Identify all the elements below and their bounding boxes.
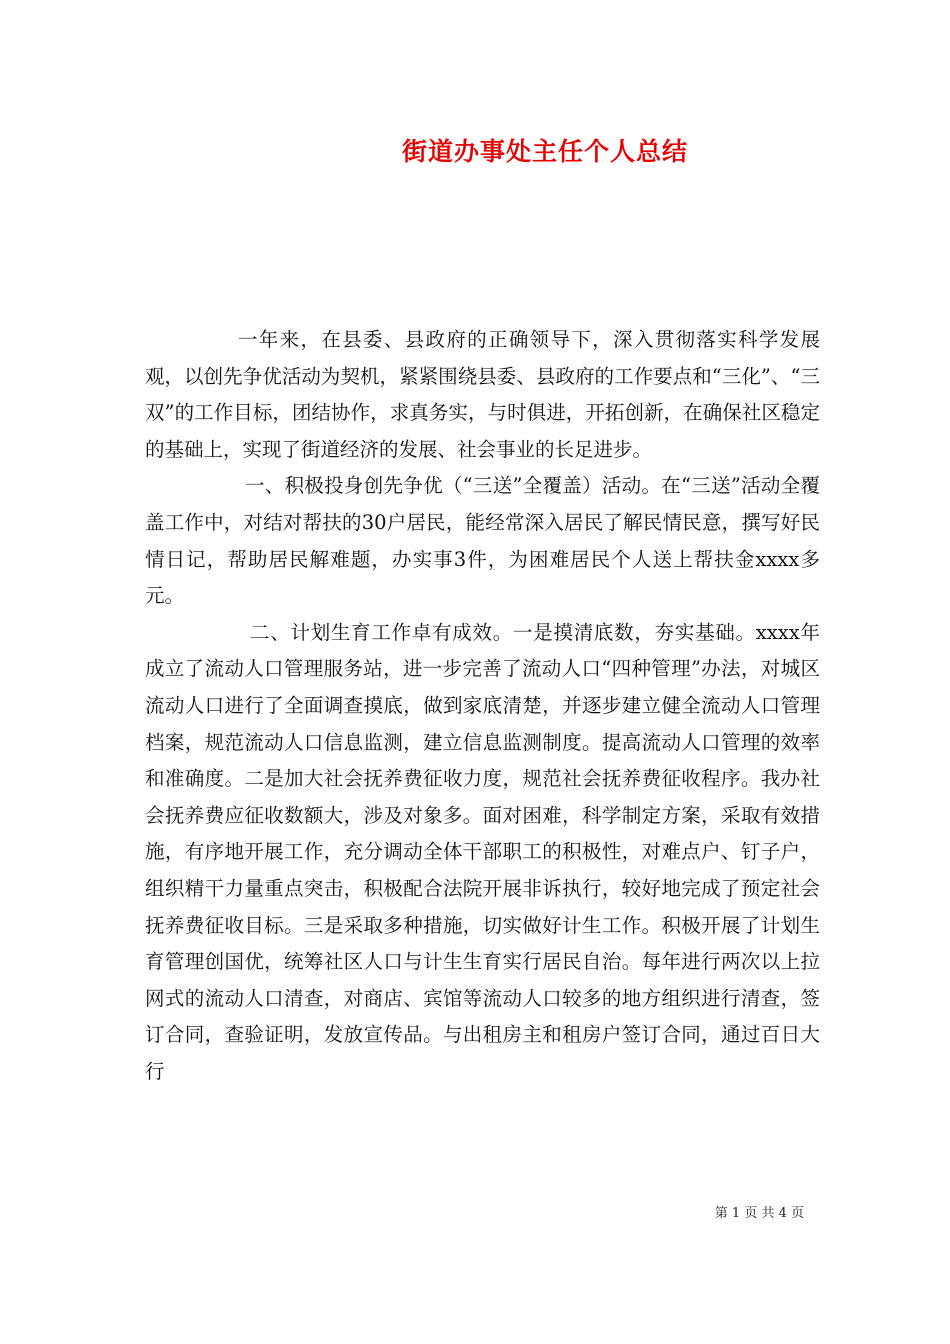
document-title: 街道办事处主任个人总结 [401, 137, 688, 166]
paragraph-intro: 一年来，在县委、县政府的正确领导下，深入贯彻落实科学发展观，以创先争优活动为契机，紧紧围绕县委、县政府的工作要点和“三化”、“三双”的工作目标，团结协作，求真务实，与时俱进，开拓创新，在确保社区稳定的基础上，实现了街道经济的发展、社会事业的长足进步。 [145, 328, 820, 461]
paragraph-section-1: 一、积极投身创先争优（“三送”全覆盖）活动。在“三送”活动全覆盖工作中，对结对帮扶的30户居民，能经常深入居民了解民情民意，撰写好民情日记，帮助居民解难题，办实事3件，为困难居民个人送上帮扶金xxxx多元。 [145, 474, 820, 608]
paragraph-section-2: 二、计划生育工作卓有成效。一是摸清底数，夯实基础。xxxx年成立了流动人口管理服务站，进一步完善了流动人口“四种管理”办法，对城区流动人口进行了全面调查摸底，做到家底清楚，并逐步建立健全流动人口管理档案，规范流动人口信息监测，建立信息监测制度。提高流动人口管理的效率和准确度。二是加大社会抚养费征收力度，规范社会抚养费征收程序。我办社会抚养费应征收数额大，涉及对象多。面对困难，科学制定方案，采取有效措施，有序地开展工作，充分调动全体干部职工的积极性，对难点户、钉子户，组织精干力量重点突击，积极配合法院开展非诉执行，较好地完成了预定社会抚养费征收目标。三是采取多种措施，切实做好计生工作。积极开展了计划生育管理创国优，统筹社区人口与计生生育实行居民自治。每年进行两次以上拉网式的流动人口清查，对商店、宾馆等流动人口较多的地方组织进行清查，签订合同，查验证明，发放宣传品。与出租房主和租房户签订合同，通过百日大行 [145, 620, 820, 1083]
document-body [145, 322, 820, 1090]
page-number-footer: 第 1 页 共 4 页 [714, 1206, 804, 1221]
